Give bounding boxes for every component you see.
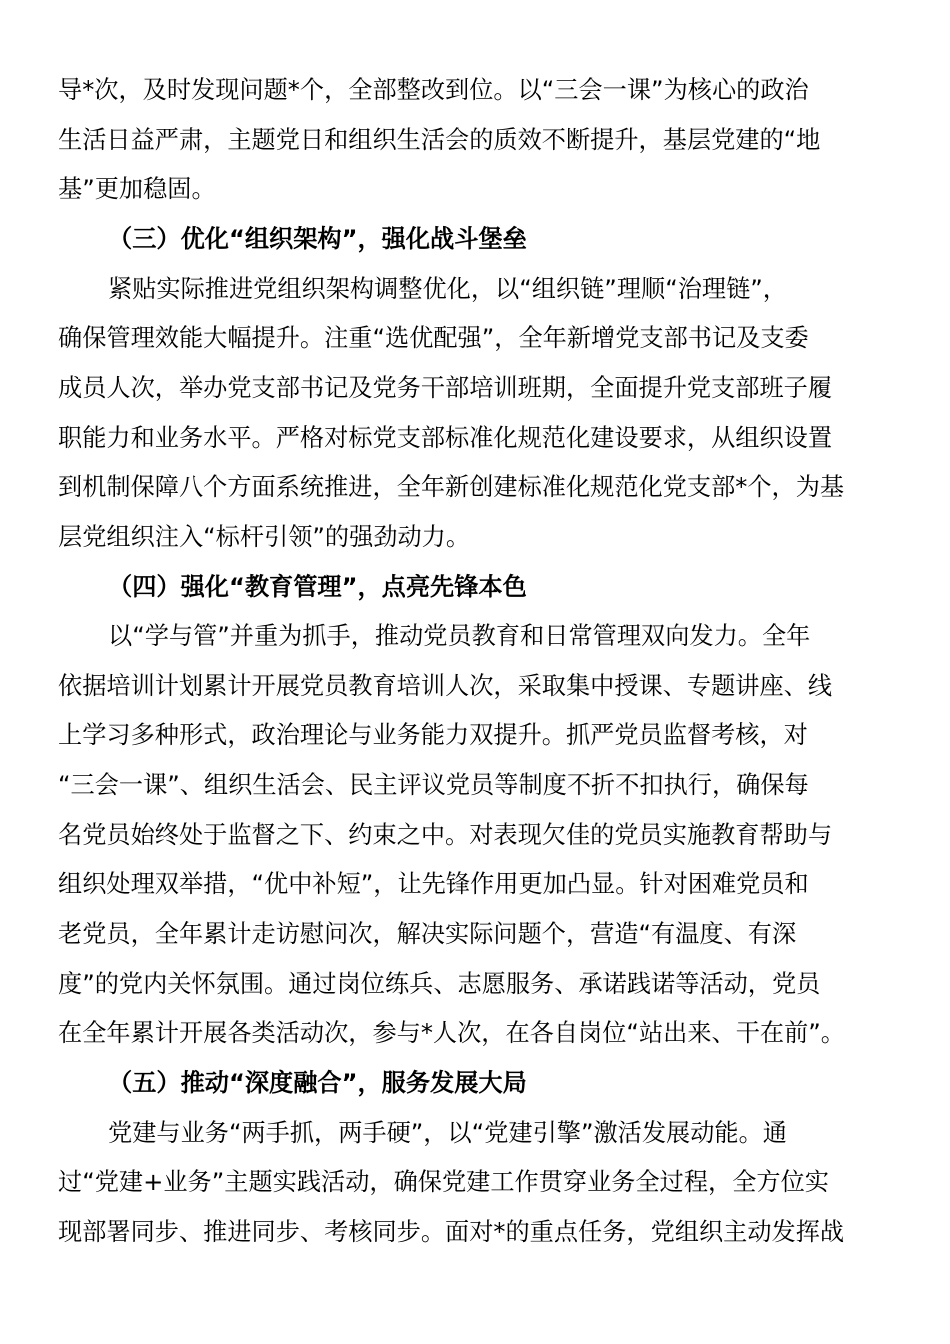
- body-text-line: 依据培训计划累计开展党员教育培训人次，采取集中授课、专题讲座、线: [58, 672, 833, 700]
- body-text-line: 上学习多种形式，政治理论与业务能力双提升。抓严党员监督考核，对: [58, 721, 808, 749]
- body-text-line: 现部署同步、推进同步、考核同步。面对*的重点任务，党组织主动发挥战: [58, 1218, 845, 1246]
- body-text-line: 成员人次，举办党支部书记及党务干部培训班期，全面提升党支部班子履: [58, 374, 833, 402]
- body-text-line: 基”更加稳固。: [58, 175, 216, 203]
- body-text-line: 组织处理双举措，“优中补短”，让先锋作用更加凸显。针对困难党员和: [58, 870, 809, 898]
- body-text-line: 老党员，全年累计走访慰问次，解决实际问题个，营造“有温度、有深: [58, 920, 797, 948]
- body-text-line: 在全年累计开展各类活动次，参与*人次，在各自岗位“站出来、干在前”。: [58, 1019, 845, 1047]
- section-heading: （三）优化“组织架构”，强化战斗堡垒: [108, 225, 527, 253]
- section-heading: （五）推动“深度融合”，服务发展大局: [108, 1069, 527, 1097]
- body-text-line: 以“学与管”并重为抓手，推动党员教育和日常管理双向发力。全年: [108, 622, 811, 650]
- body-text-line: 确保管理效能大幅提升。注重“选优配强”，全年新增党支部书记及支委: [58, 324, 809, 352]
- body-text-line: 导*次，及时发现问题*个，全部整改到位。以“三会一课”为核心的政治: [58, 76, 809, 104]
- body-text-line: 过“党建+业务”主题实践活动，确保党建工作贯穿业务全过程，全方位实: [58, 1168, 829, 1196]
- body-text-line: “三会一课”、组织生活会、民主评议党员等制度不折不扣执行，确保每: [58, 771, 809, 799]
- body-text-line: 层党组织注入“标杆引领”的强劲动力。: [58, 523, 471, 551]
- body-text-line: 职能力和业务水平。严格对标党支部标准化规范化建设要求，从组织设置: [58, 424, 833, 452]
- body-text-line: 名党员始终处于监督之下、约束之中。对表现欠佳的党员实施教育帮助与: [58, 821, 833, 849]
- section-heading: （四）强化“教育管理”，点亮先锋本色: [108, 573, 527, 601]
- body-text-line: 生活日益严肃，主题党日和组织生活会的质效不断提升，基层党建的“地: [58, 126, 821, 154]
- body-text-line: 党建与业务“两手抓，两手硬”，以“党建引擎”激活发展动能。通: [108, 1119, 787, 1147]
- body-text-line: 度”的党内关怀氛围。通过岗位练兵、志愿服务、承诺践诺等活动，党员: [58, 970, 821, 998]
- body-text-line: 到机制保障八个方面系统推进，全年新创建标准化规范化党支部*个，为基: [58, 473, 845, 501]
- body-text-line: 紧贴实际推进党组织架构调整优化，以“组织链”理顺“治理链”，: [108, 275, 787, 303]
